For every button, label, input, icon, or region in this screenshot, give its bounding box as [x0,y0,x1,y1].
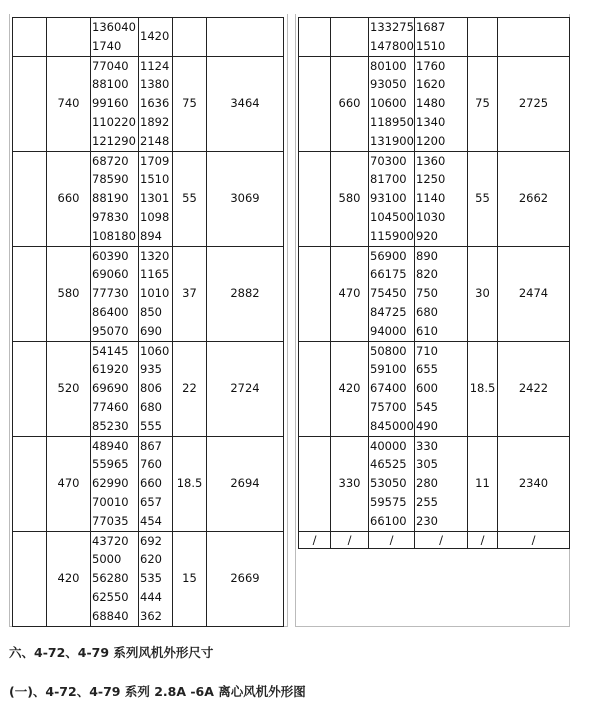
pressure-value: 2148 [140,133,170,148]
flow-cell [91,531,139,626]
flow-value: 121290 [92,133,136,148]
flow-value: 53050 [370,476,407,491]
pressure-value: 680 [140,399,162,414]
pressure-value: 620 [140,552,162,567]
weight-cell: 2340 [498,436,570,531]
model-cell [13,56,47,151]
flow-value: 118950 [370,114,414,129]
power-cell: 37 [173,246,207,341]
power-cell: 15 [173,531,207,626]
flow-cell [91,18,139,57]
right-performance-table [298,17,570,549]
pressure-cell [415,436,468,531]
pressure-value: 655 [416,362,438,377]
pressure-cell [139,246,173,341]
flow-value: 40000 [370,438,407,453]
table-row [13,56,284,151]
weight-cell [498,18,570,57]
model-cell [13,151,47,246]
speed-cell: 520 [47,341,91,436]
pressure-value: 680 [416,304,438,319]
flow-value: 1740 [92,38,122,53]
pressure-value: 692 [140,533,162,548]
flow-value: 115900 [370,228,414,243]
pressure-value: 1250 [416,172,446,187]
pressure-cell [415,56,468,151]
flow-value: 136040 [92,20,136,34]
power-cell: 22 [173,341,207,436]
flow-value: 75700 [370,399,407,414]
flow-value: 75450 [370,286,407,301]
pressure-value: 657 [140,494,162,509]
pressure-value: 1480 [416,96,446,111]
flow-value: 68840 [92,608,129,623]
power-cell: 11 [468,436,498,531]
flow-value: 69060 [92,267,129,282]
flow-value: 66175 [370,267,407,282]
pressure-value: 555 [140,418,162,433]
weight-cell: 2662 [498,151,570,246]
pressure-value: 820 [416,267,438,282]
flow-cell [369,151,415,246]
weight-cell [207,18,284,57]
pressure-value: 362 [140,608,162,623]
model-cell [13,18,47,57]
table-row [299,56,570,151]
speed-cell [331,18,369,57]
flow-cell [91,246,139,341]
pressure-value: 545 [416,399,438,414]
slash-cell: / [331,531,369,548]
model-cell [13,531,47,626]
table-row-empty [299,531,570,548]
flow-value: 88190 [92,191,129,206]
pressure-value: 750 [416,286,438,301]
flow-value: 95070 [92,323,129,338]
flow-value: 108180 [92,228,136,243]
model-cell [299,151,331,246]
weight-cell: 3464 [207,56,284,151]
flow-value: 54145 [92,343,129,358]
table-row [13,151,284,246]
pressure-value: 1636 [140,96,170,111]
power-cell: 55 [173,151,207,246]
pressure-value: 1320 [140,248,170,263]
pressure-value: 806 [140,381,162,396]
table-row [299,246,570,341]
flow-value: 77040 [92,58,129,73]
flow-value: 85230 [92,418,129,433]
flow-value: 56900 [370,248,407,263]
power-cell: 30 [468,246,498,341]
flow-value: 104500 [370,209,414,224]
flow-value: 93100 [370,191,407,206]
flow-value: 77730 [92,286,129,301]
power-cell [468,18,498,57]
speed-cell: 470 [331,246,369,341]
speed-cell: 330 [331,436,369,531]
pressure-cell [415,341,468,436]
flow-value: 46525 [370,457,407,472]
speed-cell: 580 [331,151,369,246]
speed-cell: 660 [331,56,369,151]
pressure-value: 867 [140,438,162,453]
pressure-cell [139,151,173,246]
flow-value: 80100 [370,58,407,73]
power-cell: 75 [173,56,207,151]
pressure-value: 1510 [140,172,170,187]
pressure-value: 894 [140,228,162,243]
slash-cell: / [299,531,331,548]
flow-value: 48940 [92,438,129,453]
weight-cell: 2724 [207,341,284,436]
flow-value: 81700 [370,172,407,187]
pressure-value: 760 [140,457,162,472]
speed-cell: 470 [47,436,91,531]
pressure-value: 1098 [140,209,170,224]
flow-value: 59575 [370,494,407,509]
pressure-value: 305 [416,457,438,472]
pressure-value: 1301 [140,191,170,206]
flow-value: 88100 [92,77,129,92]
pressure-value: 230 [416,513,438,528]
pressure-value: 1200 [416,133,446,148]
pressure-value: 935 [140,362,162,377]
pressure-value: 1760 [416,58,446,73]
pressure-value: 1340 [416,114,446,129]
table-row [13,341,284,436]
flow-value: 43720 [92,533,129,548]
model-cell [13,341,47,436]
model-cell [13,436,47,531]
table-row [299,341,570,436]
flow-value: 5000 [92,552,122,567]
table-row [13,18,284,57]
flow-value: 86400 [92,304,129,319]
flow-cell [369,56,415,151]
slash-cell: / [498,531,570,548]
pressure-cell [139,18,173,57]
table-row [13,246,284,341]
flow-value: 67400 [370,381,407,396]
pressure-value: 610 [416,323,438,338]
pressure-value: 600 [416,381,438,396]
pressure-value: 1060 [140,343,170,358]
pressure-value: 1010 [140,286,170,301]
model-cell [13,246,47,341]
table-row [13,531,284,626]
power-cell: 18.5 [173,436,207,531]
table-row [299,151,570,246]
power-cell [173,18,207,57]
power-cell: 18.5 [468,341,498,436]
pressure-value: 1140 [416,191,446,206]
weight-cell: 2474 [498,246,570,341]
speed-cell: 580 [47,246,91,341]
pressure-value: 1165 [140,267,170,282]
flow-value: 69690 [92,381,129,396]
pressure-cell [139,56,173,151]
flow-cell [369,341,415,436]
flow-cell [91,151,139,246]
pressure-value: 890 [416,248,438,263]
flow-value: 133275 [370,20,414,34]
weight-cell: 2725 [498,56,570,151]
pressure-value: 454 [140,513,162,528]
pressure-cell [139,436,173,531]
pressure-cell [415,18,468,57]
flow-value: 62990 [92,476,129,491]
pressure-value: 280 [416,476,438,491]
flow-cell [91,341,139,436]
pressure-cell [415,246,468,341]
flow-value: 59100 [370,362,407,377]
speed-cell: 740 [47,56,91,151]
flow-value: 93050 [370,77,407,92]
power-cell: 55 [468,151,498,246]
pressure-value: 1892 [140,114,170,129]
flow-value: 845000 [370,418,414,433]
flow-value: 62550 [92,589,129,604]
flow-cell [369,436,415,531]
flow-value: 77035 [92,513,129,528]
flow-value: 70300 [370,153,407,168]
pressure-value: 850 [140,304,162,319]
flow-value: 84725 [370,304,407,319]
slash-cell: / [415,531,468,548]
pressure-value: 490 [416,418,438,433]
weight-cell: 2669 [207,531,284,626]
section-heading: 六、4-72、4-79 系列风机外形尺寸 [9,645,214,660]
pressure-cell [415,151,468,246]
slash-cell: / [468,531,498,548]
pressure-value: 1620 [416,77,446,92]
model-cell [299,246,331,341]
flow-value: 77460 [92,399,129,414]
pressure-value: 710 [416,343,438,358]
pressure-cell [139,531,173,626]
flow-value: 50800 [370,343,407,358]
pressure-value: 660 [140,476,162,491]
pressure-value: 330 [416,438,438,453]
pressure-cell [139,341,173,436]
table-row [299,436,570,531]
flow-value: 78590 [92,172,129,187]
pressure-value: 1124 [140,58,170,73]
flow-value: 94000 [370,323,407,338]
pressure-value: 444 [140,589,162,604]
flow-value: 147800 [370,38,414,53]
pressure-value: 1380 [140,77,170,92]
flow-value: 99160 [92,96,129,111]
flow-value: 55965 [92,457,129,472]
flow-value: 61920 [92,362,129,377]
pressure-value: 920 [416,228,438,243]
left-performance-table [12,17,284,627]
weight-cell: 2694 [207,436,284,531]
table-row [299,18,570,57]
flow-value: 68720 [92,153,129,168]
speed-cell: 660 [47,151,91,246]
table-row [13,436,284,531]
pressure-value: 1510 [416,38,446,53]
power-cell: 75 [468,56,498,151]
pressure-value: 1687 [416,20,446,34]
pressure-value: 1709 [140,153,170,168]
flow-cell [91,436,139,531]
weight-cell: 3069 [207,151,284,246]
flow-value: 56280 [92,571,129,586]
pressure-value: 255 [416,494,438,509]
flow-cell [369,18,415,57]
weight-cell: 2422 [498,341,570,436]
model-cell [299,18,331,57]
subsection-heading: (一)、4-72、4-79 系列 2.8A -6A 离心风机外形图 [9,684,306,699]
pressure-value: 1030 [416,209,446,224]
flow-value: 10600 [370,96,407,111]
speed-cell [47,18,91,57]
flow-value: 131900 [370,133,414,148]
flow-value: 60390 [92,248,129,263]
flow-cell [91,56,139,151]
model-cell [299,341,331,436]
model-cell [299,56,331,151]
flow-value: 97830 [92,209,129,224]
pressure-value: 1360 [416,153,446,168]
flow-value: 70010 [92,494,129,509]
speed-cell: 420 [47,531,91,626]
pressure-value: 535 [140,571,162,586]
model-cell [299,436,331,531]
slash-cell: / [369,531,415,548]
speed-cell: 420 [331,341,369,436]
flow-value: 110220 [92,114,136,129]
pressure-value: 1420 [140,29,170,44]
flow-value: 66100 [370,513,407,528]
flow-cell [369,246,415,341]
pressure-value: 690 [140,323,162,338]
weight-cell: 2882 [207,246,284,341]
